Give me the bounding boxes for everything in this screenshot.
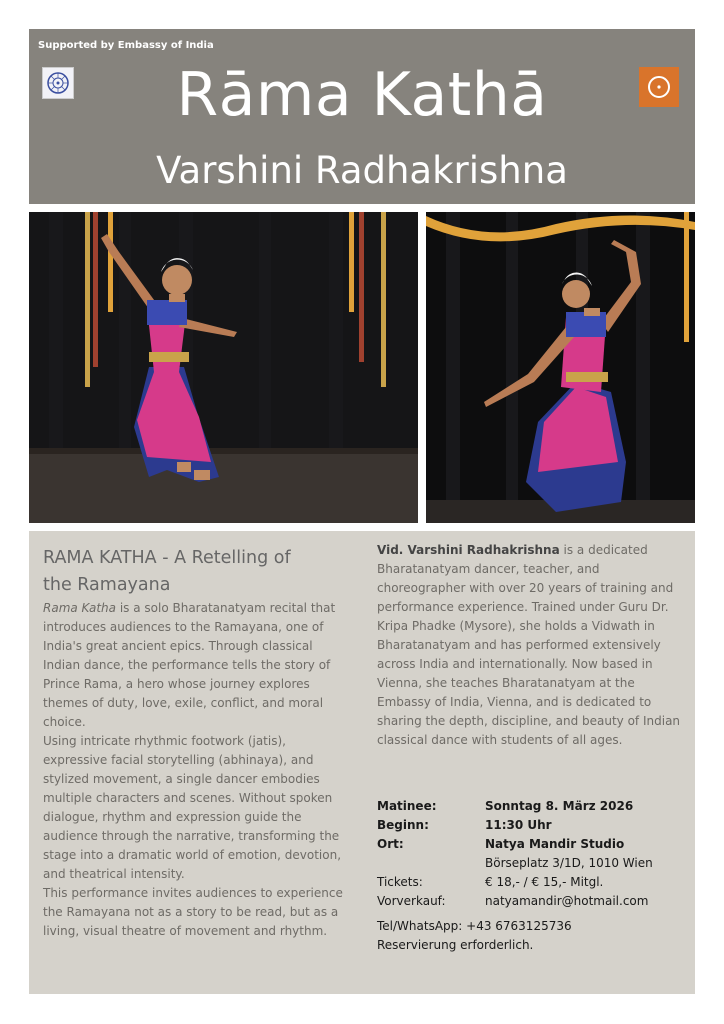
ort-row [377, 835, 689, 854]
studio-logo-icon [639, 67, 679, 107]
supported-by-text: Supported by Embassy of India [38, 40, 214, 51]
artist-name: Varshini Radhakrishna [156, 149, 568, 192]
beginn-row [377, 816, 689, 835]
matinee-label: Matinee: [377, 799, 437, 813]
ort-value: Natya Mandir Studio [485, 837, 625, 851]
description-column [43, 545, 349, 941]
bio-column [377, 541, 689, 750]
tickets-label: Tickets: [377, 875, 423, 889]
artist-bio-text: is a dedicated Bharatanatyam dancer, teacher, and choreographer with over 20 years of training and performance experience. Trained under Guru Dr. Kripa Phadke (Mysore), she holds a Vidwath in Bharatanatyam and has performed extensively across India and internationally. Now based in Vienna, she teaches Bharatanatyam at the Embassy of India, Vienna, and is dedicated to sharing the depth, discipline, and beauty of Indian classical dance with students of all ages. [377, 543, 681, 747]
description-para1-text: is a solo Bharatanatyam recital that introduces audiences to the Ramayana, one of India's great ancient epics. Through classical Indian dance, the performance tells the story of Prince Rama, a hero whose journey explores themes of duty, love, exile, conflict, and moral choice. [43, 601, 336, 729]
phone-line: Tel/WhatsApp: +43 6763125736 [377, 919, 572, 933]
description-para2: Using intricate rhythmic footwork (jatis), expressive facial storytelling (abhinaya), and stylized movement, a single dancer embodies multiple characters and scenes. Without spoken dialogue, rhythm and expression guide the audience through the narrative, transforming the stage into a dramatic world of emotion, devotion, and theatrical intensity. [43, 734, 342, 881]
ort-label: Ort: [377, 837, 404, 851]
ort-address: Börseplatz 3/1D, 1010 Wien [485, 856, 653, 870]
heading-line1: RAMA KATHA - A Retelling of [43, 548, 291, 568]
reservation-note: Reservierung erforderlich. [377, 938, 534, 952]
address-row [377, 854, 689, 873]
vorverkauf-row [377, 892, 689, 911]
show-name-italic: Rama Katha [43, 601, 117, 615]
dancer-photo-right [426, 212, 695, 523]
vorverkauf-email[interactable]: natyamandir@hotmail.com [485, 894, 649, 908]
tickets-row [377, 873, 689, 892]
description-para3: This performance invites audiences to experience the Ramayana not as a story to be read, but as a living, visual theatre of movement and rhythm. [43, 886, 343, 938]
heading-line2: the Ramayana [43, 575, 171, 595]
beginn-label: Beginn: [377, 818, 429, 832]
tickets-value: € 18,- / € 15,- Mitgl. [485, 875, 604, 889]
artist-bio-name: Vid. Varshini Radhakrishna [377, 543, 560, 557]
header-banner [29, 29, 695, 204]
beginn-value: 11:30 Uhr [485, 818, 552, 832]
page-title: Rāma Kathā [176, 60, 548, 130]
description-para1 [43, 599, 349, 732]
event-details [377, 797, 689, 955]
info-panel [29, 531, 695, 994]
matinee-value: Sonntag 8. März 2026 [485, 799, 634, 813]
dancer-photo-left [29, 212, 418, 523]
vorverkauf-label: Vorverkauf: [377, 894, 446, 908]
matinee-row [377, 797, 689, 816]
artist-bio [377, 541, 689, 750]
section-heading [43, 545, 349, 599]
